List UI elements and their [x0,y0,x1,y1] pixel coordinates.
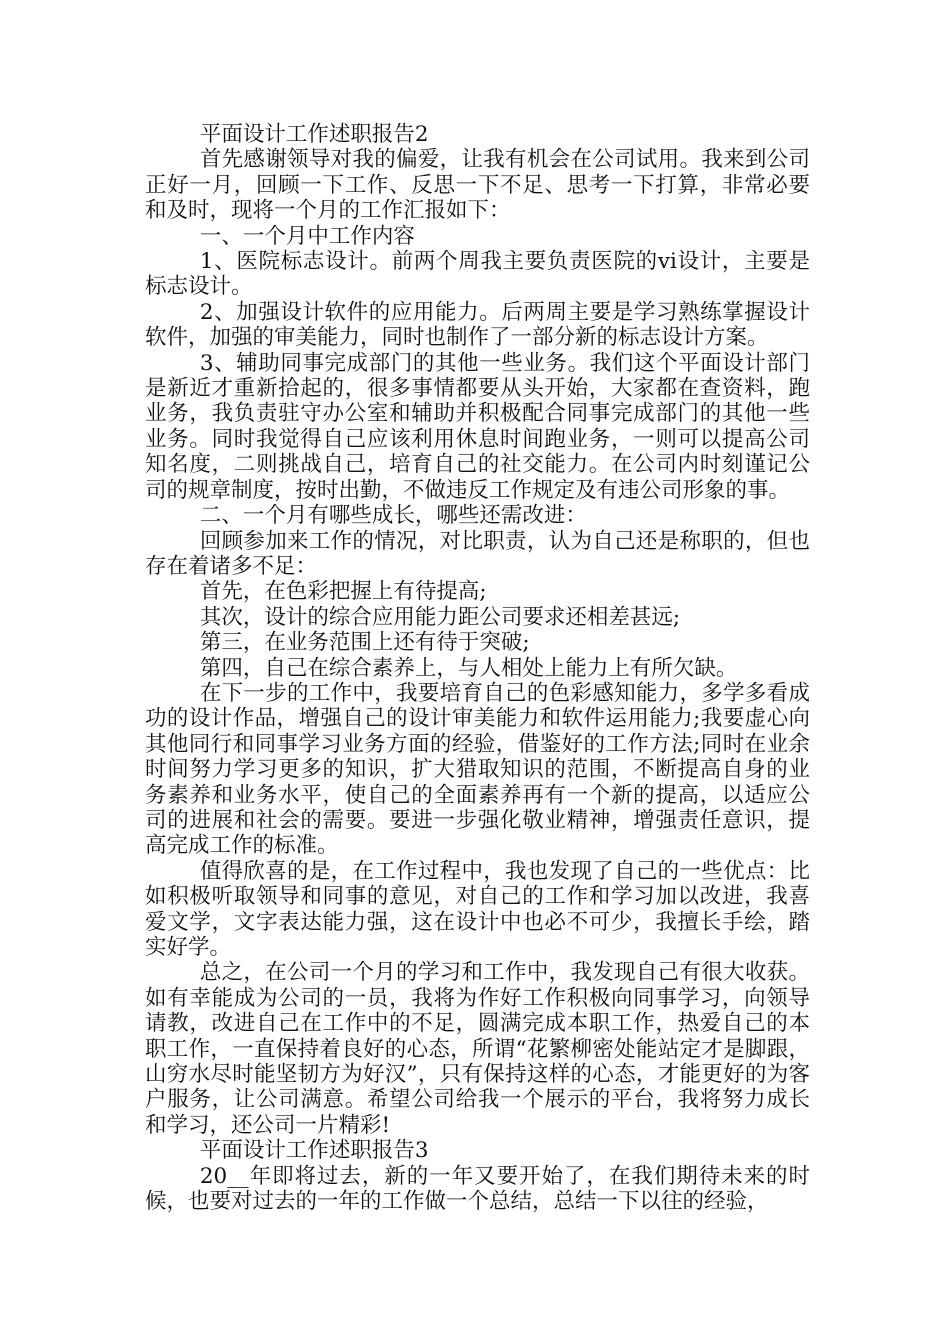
body-paragraph: 在下一步的工作中，我要培育自己的色彩感知能力，多学多看成功的设计作品，增强自己的设计审美能力和软件运用能力;我要虚心向其他同行和同事学习业务方面的经验，借鉴好的工作方法;同时在业余时间努力学习更多的知识，扩大猎取知识的范围，不断提高自身的业务素养和业务水平，使自己的全面素养再有一个新的提高，以适应公司的进展和社会的需要。要进一步强化敬业精神，增强责任意识，提高完成工作的标准。 [145,680,810,859]
subsection-heading: 一、一个月中工作内容 [199,223,415,249]
list-item: 第四，自己在综合素养上，与人相处上能力上有所欠缺。 [199,655,738,681]
body-paragraph: 20__年即将过去，新的一年又要开始了，在我们期待未来的时候，也要对过去的一年的工作做一个总结，总结一下以往的经验， [145,1163,810,1215]
body-paragraph: 1、医院标志设计。前两个周我主要负责医院的vi设计，主要是标志设计。 [145,249,810,300]
subsection-heading: 二、一个月有哪些成长，哪些还需改进： [199,503,587,529]
body-paragraph: 总之，在公司一个月的学习和工作中，我发现自己有很大收获。如有幸能成为公司的一员，我将为作好工作积极向同事学习，向领导请教，改进自己在工作中的不足，圆满完成本职工作，热爱自己的本职工作，一直保持着良好的心态，所谓“花繁柳密处能站定才是脚跟，山穷水尽时能坚韧方为好汉”，只有保持这样的心态，才能更好的为客户服务，让公司满意。希望公司给我一个展示的平台，我将努力成长和学习，还公司一片精彩! [145,960,810,1138]
body-paragraph: 首先感谢领导对我的偏爱，让我有机会在公司试用。我来到公司正好一月，回顾一下工作、反思一下不足、思考一下打算，非常必要和及时，现将一个月的工作汇报如下： [145,147,810,224]
list-item: 首先，在色彩把握上有待提高; [199,579,487,605]
list-item: 其次，设计的综合应用能力距公司要求还相差甚远; [199,604,681,630]
body-paragraph: 3、辅助同事完成部门的其他一些业务。我们这个平面设计部门是新近才重新拾起的，很多事情都要从头开始，大家都在查资料，跑业务，我负责驻守办公室和辅助并积极配合同事完成部门的其他一些业务。同时我觉得自己应该利用休息时间跑业务，一则可以提高公司知名度，二则挑战自己，培育自己的社交能力。在公司内时刻谨记公司的规章制度，按时出勤，不做违反工作规定及有违公司形象的事。 [145,350,810,503]
section-heading: 平面设计工作述职报告3 [199,1138,429,1164]
body-paragraph: 值得欣喜的是，在工作过程中，我也发现了自己的一些优点：比如积极听取领导和同事的意见，对自己的工作和学习加以改进，我喜爱文学，文字表达能力强，这在设计中也必不可少，我擅长手绘，踏实好学。 [145,858,810,960]
body-paragraph: 2、加强设计软件的应用能力。后两周主要是学习熟练掌握设计软件，加强的审美能力，同时也制作了一部分新的标志设计方案。 [145,299,810,351]
document-page [145,122,810,1214]
section-heading: 平面设计工作述职报告2 [199,122,429,147]
list-item: 第三，在业务范围上还有待于突破; [199,630,530,656]
body-paragraph: 回顾参加来工作的情况，对比职责，认为自己还是称职的，但也存在着诸多不足： [145,528,810,579]
